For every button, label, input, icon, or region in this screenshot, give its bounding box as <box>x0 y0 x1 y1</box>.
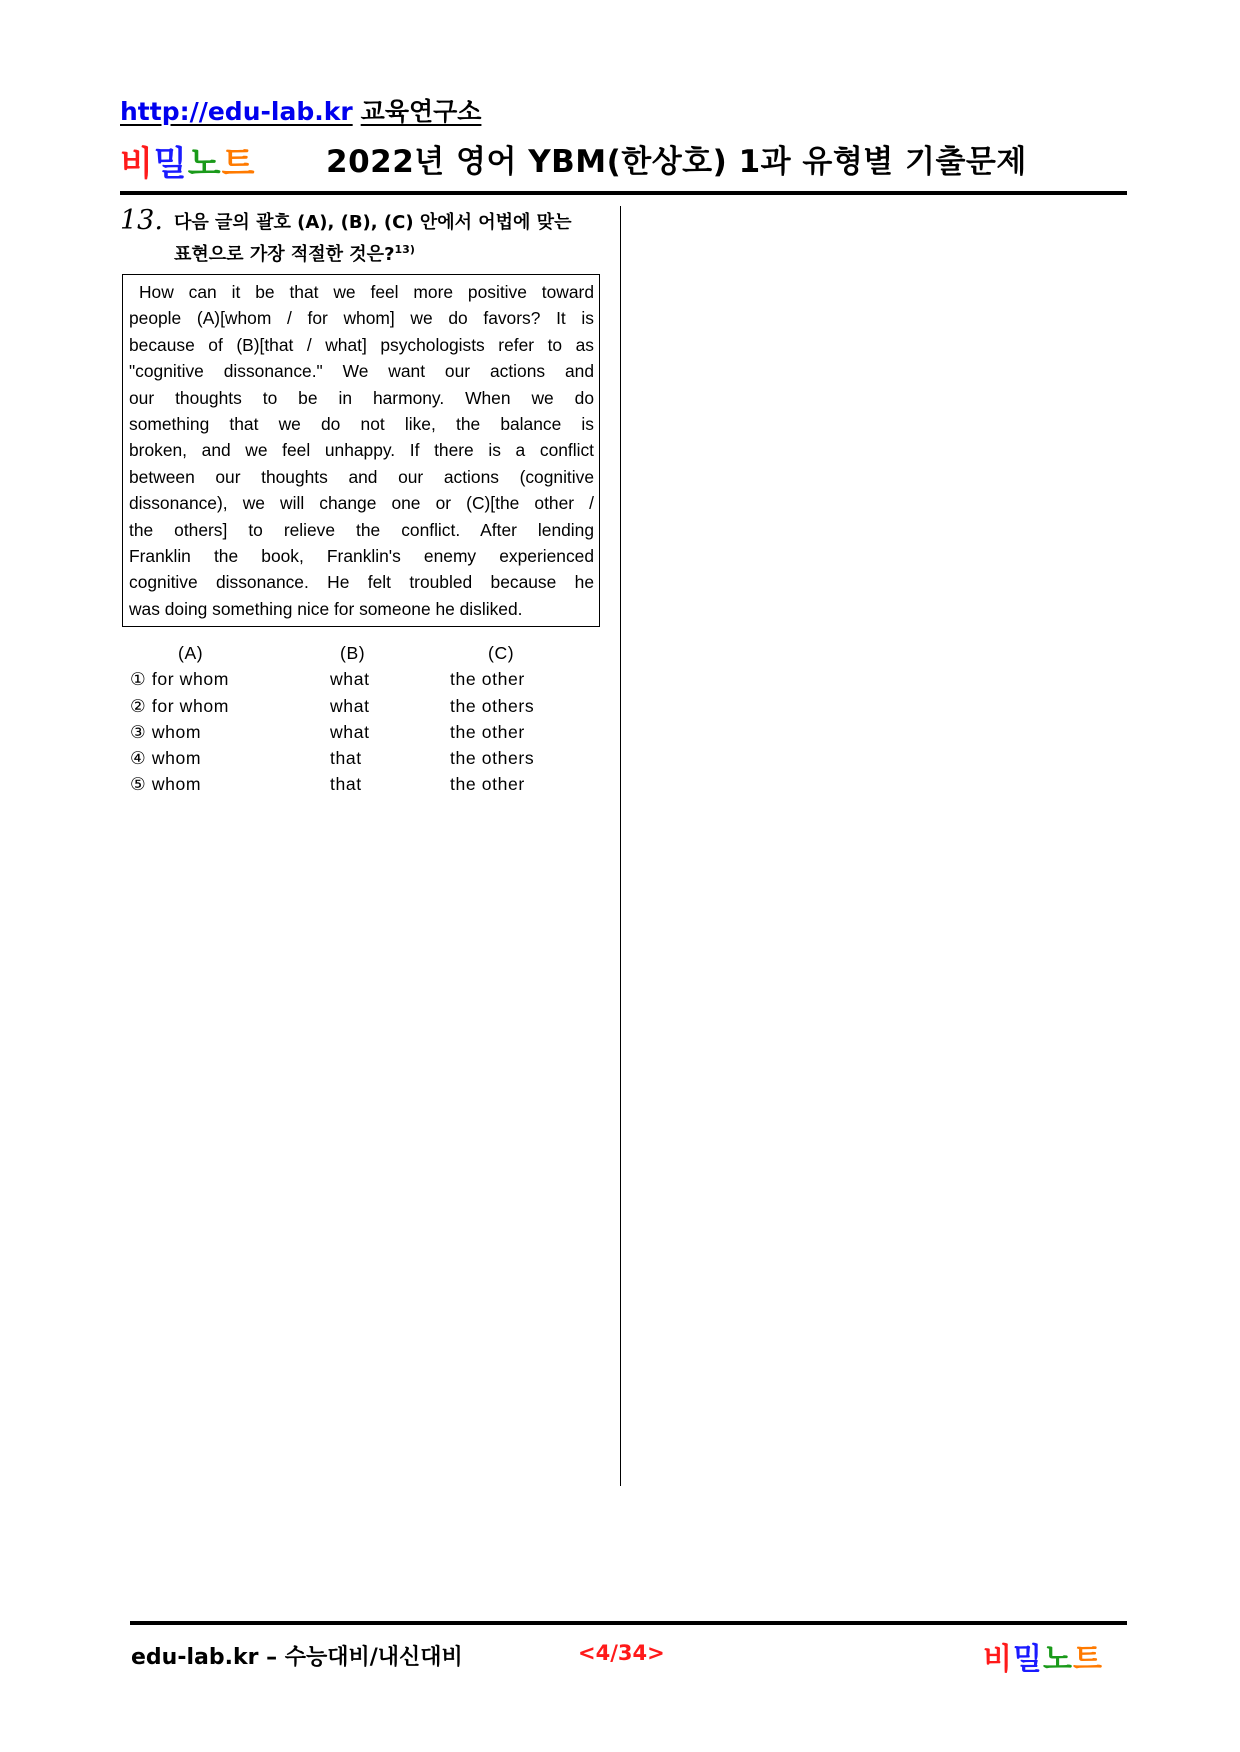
footer-brand-logo <box>983 1634 1103 1678</box>
site-url-link[interactable]: http://edu-lab.kr <box>120 97 353 126</box>
choice-header-c: (C) <box>488 643 515 663</box>
choice-c-value: the other <box>450 721 525 742</box>
passage-line: people (A)[whom / for whom] we do favors? It is <box>129 308 594 329</box>
passage-line: dissonance), we will change one or (C)[the other / <box>129 493 594 514</box>
brand-char-1: 비 <box>120 144 154 184</box>
choice-a-value: ③ whom <box>130 721 202 742</box>
question-prompt-text-2: 표현으로 가장 적절한 것은? <box>174 244 395 265</box>
title-row <box>120 136 1120 186</box>
brand-logo <box>120 136 255 185</box>
site-header-line <box>120 92 481 128</box>
choice-b-value: what <box>330 695 370 716</box>
choice-c-value: the other <box>450 774 525 795</box>
choice-c-value: the others <box>450 695 535 716</box>
passage-line: between our thoughts and our actions (cognitive <box>129 466 594 487</box>
choice-a-value: ⑤ whom <box>130 774 202 795</box>
passage-line: was doing something nice for someone he disliked. <box>129 598 523 619</box>
document-title: 2022년 영어 YBM(한상호) 1과 유형별 기출문제 <box>326 144 1027 180</box>
passage-line: something that we do not like, the balance is <box>129 414 594 435</box>
passage-line: the others] to relieve the conflict. After lending <box>129 519 594 540</box>
footnote-ref: 13) <box>394 243 415 256</box>
question-number: 13. <box>120 205 163 236</box>
choice-c-value: the other <box>450 669 525 690</box>
passage-line: Franklin the book, Franklin's enemy experienced <box>129 546 594 567</box>
footer-divider <box>130 1621 1127 1625</box>
choice-b-value: that <box>330 774 362 795</box>
question-prompt-line-2 <box>174 236 602 268</box>
reading-passage-box <box>122 274 600 627</box>
footer-site: edu-lab.kr – 수능대비/내신대비 <box>131 1645 463 1670</box>
passage-line: How can it be that we feel more positive toward <box>139 282 594 302</box>
column-divider <box>620 206 621 1486</box>
choice-b-value: that <box>330 748 362 769</box>
choice-header-b: (B) <box>340 643 366 663</box>
question-prompt-line-1: 다음 글의 괄호 (A), (B), (C) 안에서 어법에 맞는 <box>174 212 572 233</box>
passage-line: broken, and we feel unhappy. If there is a conflict <box>129 440 594 461</box>
footer-brand-char-1: 비 <box>983 1642 1013 1677</box>
choice-a-value: ① for whom <box>130 669 230 690</box>
page-number: <4/34> <box>578 1641 665 1665</box>
choice-b-value: what <box>330 669 370 690</box>
footer-brand-char-3: 노 <box>1042 1642 1073 1677</box>
brand-char-4: 트 <box>221 144 256 184</box>
footer-brand-char-2: 밀 <box>1012 1642 1043 1677</box>
footer-brand-char-4: 트 <box>1072 1642 1103 1677</box>
site-name: 교육연구소 <box>360 97 482 126</box>
choice-b-value: what <box>330 721 370 742</box>
passage-line: "cognitive dissonance." We want our actions and <box>129 361 594 382</box>
choice-c-value: the others <box>450 748 535 769</box>
header-divider <box>120 191 1127 195</box>
brand-char-3: 노 <box>187 144 222 184</box>
passage-line: our thoughts to be in harmony. When we do <box>129 387 594 408</box>
brand-char-2: 밀 <box>153 144 188 184</box>
question-prompt <box>174 209 602 268</box>
passage-line: cognitive dissonance. He felt troubled because he <box>129 572 594 593</box>
passage-line: because of (B)[that / what] psychologists refer to as <box>129 334 594 355</box>
choice-a-value: ② for whom <box>130 695 230 716</box>
choice-a-value: ④ whom <box>130 748 202 769</box>
choice-header-a: (A) <box>178 643 204 663</box>
